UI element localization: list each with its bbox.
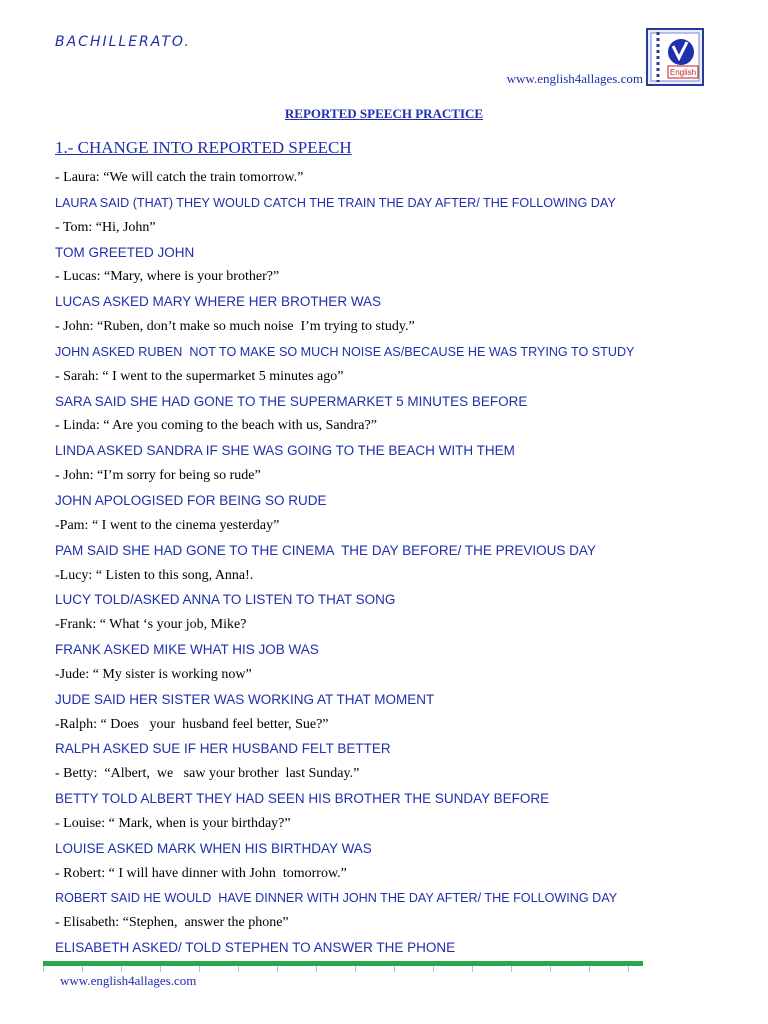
answer-line-15: ROBERT SAID HE WOULD HAVE DINNER WITH JOHN THE DAY AFTER/ THE FOLLOWING DAY xyxy=(55,891,618,906)
english-logo xyxy=(646,28,704,86)
prompt-line-11: -Jude: “ My sister is working now” xyxy=(55,666,252,682)
prompt-line-2: - Tom: “Hi, John” xyxy=(55,219,156,235)
prompt-line-7: - John: “I’m sorry for being so rude” xyxy=(55,468,261,484)
answer-line-9: LUCY TOLD/ASKED ANNA TO LISTEN TO THAT SONG xyxy=(55,592,396,608)
exercise-list xyxy=(55,166,745,961)
prompt-line-15: - Robert: “ I will have dinner with John tomorrow.” xyxy=(55,865,347,881)
prompt-line-13: - Betty: “Albert, we saw your brother last Sunday.” xyxy=(55,766,360,782)
svg-text:English: English xyxy=(669,68,697,77)
prompt-line-3: - Lucas: “Mary, where is your brother?” xyxy=(55,269,280,285)
prompt-line-14: - Louise: “ Mark, when is your birthday?” xyxy=(55,815,291,831)
answer-line-1: LAURA SAID (THAT) THEY WOULD CATCH THE TRAIN THE DAY AFTER/ THE FOLLOWING DAY xyxy=(55,195,616,210)
prompt-line-12: -Ralph: “ Does your husband feel better, Sue?” xyxy=(55,716,329,732)
section-heading: 1.- CHANGE INTO REPORTED SPEECH xyxy=(55,138,352,157)
answer-line-6: LINDA ASKED SANDRA IF SHE WAS GOING TO THE BEACH WITH THEM xyxy=(55,443,515,459)
prompt-line-9: -Lucy: “ Listen to this song, Anna!. xyxy=(55,567,254,583)
prompt-line-1: - Laura: “We will catch the train tomorrow.” xyxy=(55,170,304,185)
prompt-line-4: - John: “Ruben, don’t make so much noise I’m trying to study.” xyxy=(55,319,415,335)
prompt-line-10: -Frank: “ What ‘s your job, Mike? xyxy=(55,617,247,633)
answer-line-11: JUDE SAID HER SISTER WAS WORKING AT THAT MOMENT xyxy=(55,691,435,707)
answer-line-4: JOHN ASKED RUBEN NOT TO MAKE SO MUCH NOISE AS/BECAUSE HE WAS TRYING TO STUDY xyxy=(55,344,635,359)
footer-pattern xyxy=(43,966,643,972)
footer-website-link[interactable]: www.english4allages.com xyxy=(60,973,197,988)
answer-line-2: TOM GREETED JOHN xyxy=(55,244,195,260)
answer-line-7: JOHN APOLOGISED FOR BEING SO RUDE xyxy=(55,492,327,508)
prompt-line-16: - Elisabeth: “Stephen, answer the phone” xyxy=(55,915,289,931)
header-website-link[interactable]: www.english4allages.com xyxy=(506,71,643,86)
answer-line-3: LUCAS ASKED MARY WHERE HER BROTHER WAS xyxy=(55,294,382,310)
answer-line-5: SARA SAID SHE HAD GONE TO THE SUPERMARKET 5 MINUTES BEFORE xyxy=(55,393,528,409)
answer-line-14: LOUISE ASKED MARK WHEN HIS BIRTHDAY WAS xyxy=(55,840,372,856)
answer-line-10: FRANK ASKED MIKE WHAT HIS JOB WAS xyxy=(55,642,319,658)
prompt-line-5: - Sarah: “ I went to the supermarket 5 minutes ago” xyxy=(55,368,344,384)
answer-line-16: ELISABETH ASKED/ TOLD STEPHEN TO ANSWER THE PHONE xyxy=(55,940,456,956)
answer-line-13: BETTY TOLD ALBERT THEY HAD SEEN HIS BROTHER THE SUNDAY BEFORE xyxy=(55,791,550,807)
prompt-line-8: -Pam: “ I went to the cinema yesterday” xyxy=(55,517,280,533)
page-title: REPORTED SPEECH PRACTICE xyxy=(284,106,484,121)
prompt-line-6: - Linda: “ Are you coming to the beach with us, Sandra?” xyxy=(55,418,377,434)
answer-line-12: RALPH ASKED SUE IF HER HUSBAND FELT BETTER xyxy=(55,741,391,757)
answer-line-8: PAM SAID SHE HAD GONE TO THE CINEMA THE DAY BEFORE/ THE PREVIOUS DAY xyxy=(55,542,596,558)
header-level: BACHILLERATO. xyxy=(55,34,191,50)
